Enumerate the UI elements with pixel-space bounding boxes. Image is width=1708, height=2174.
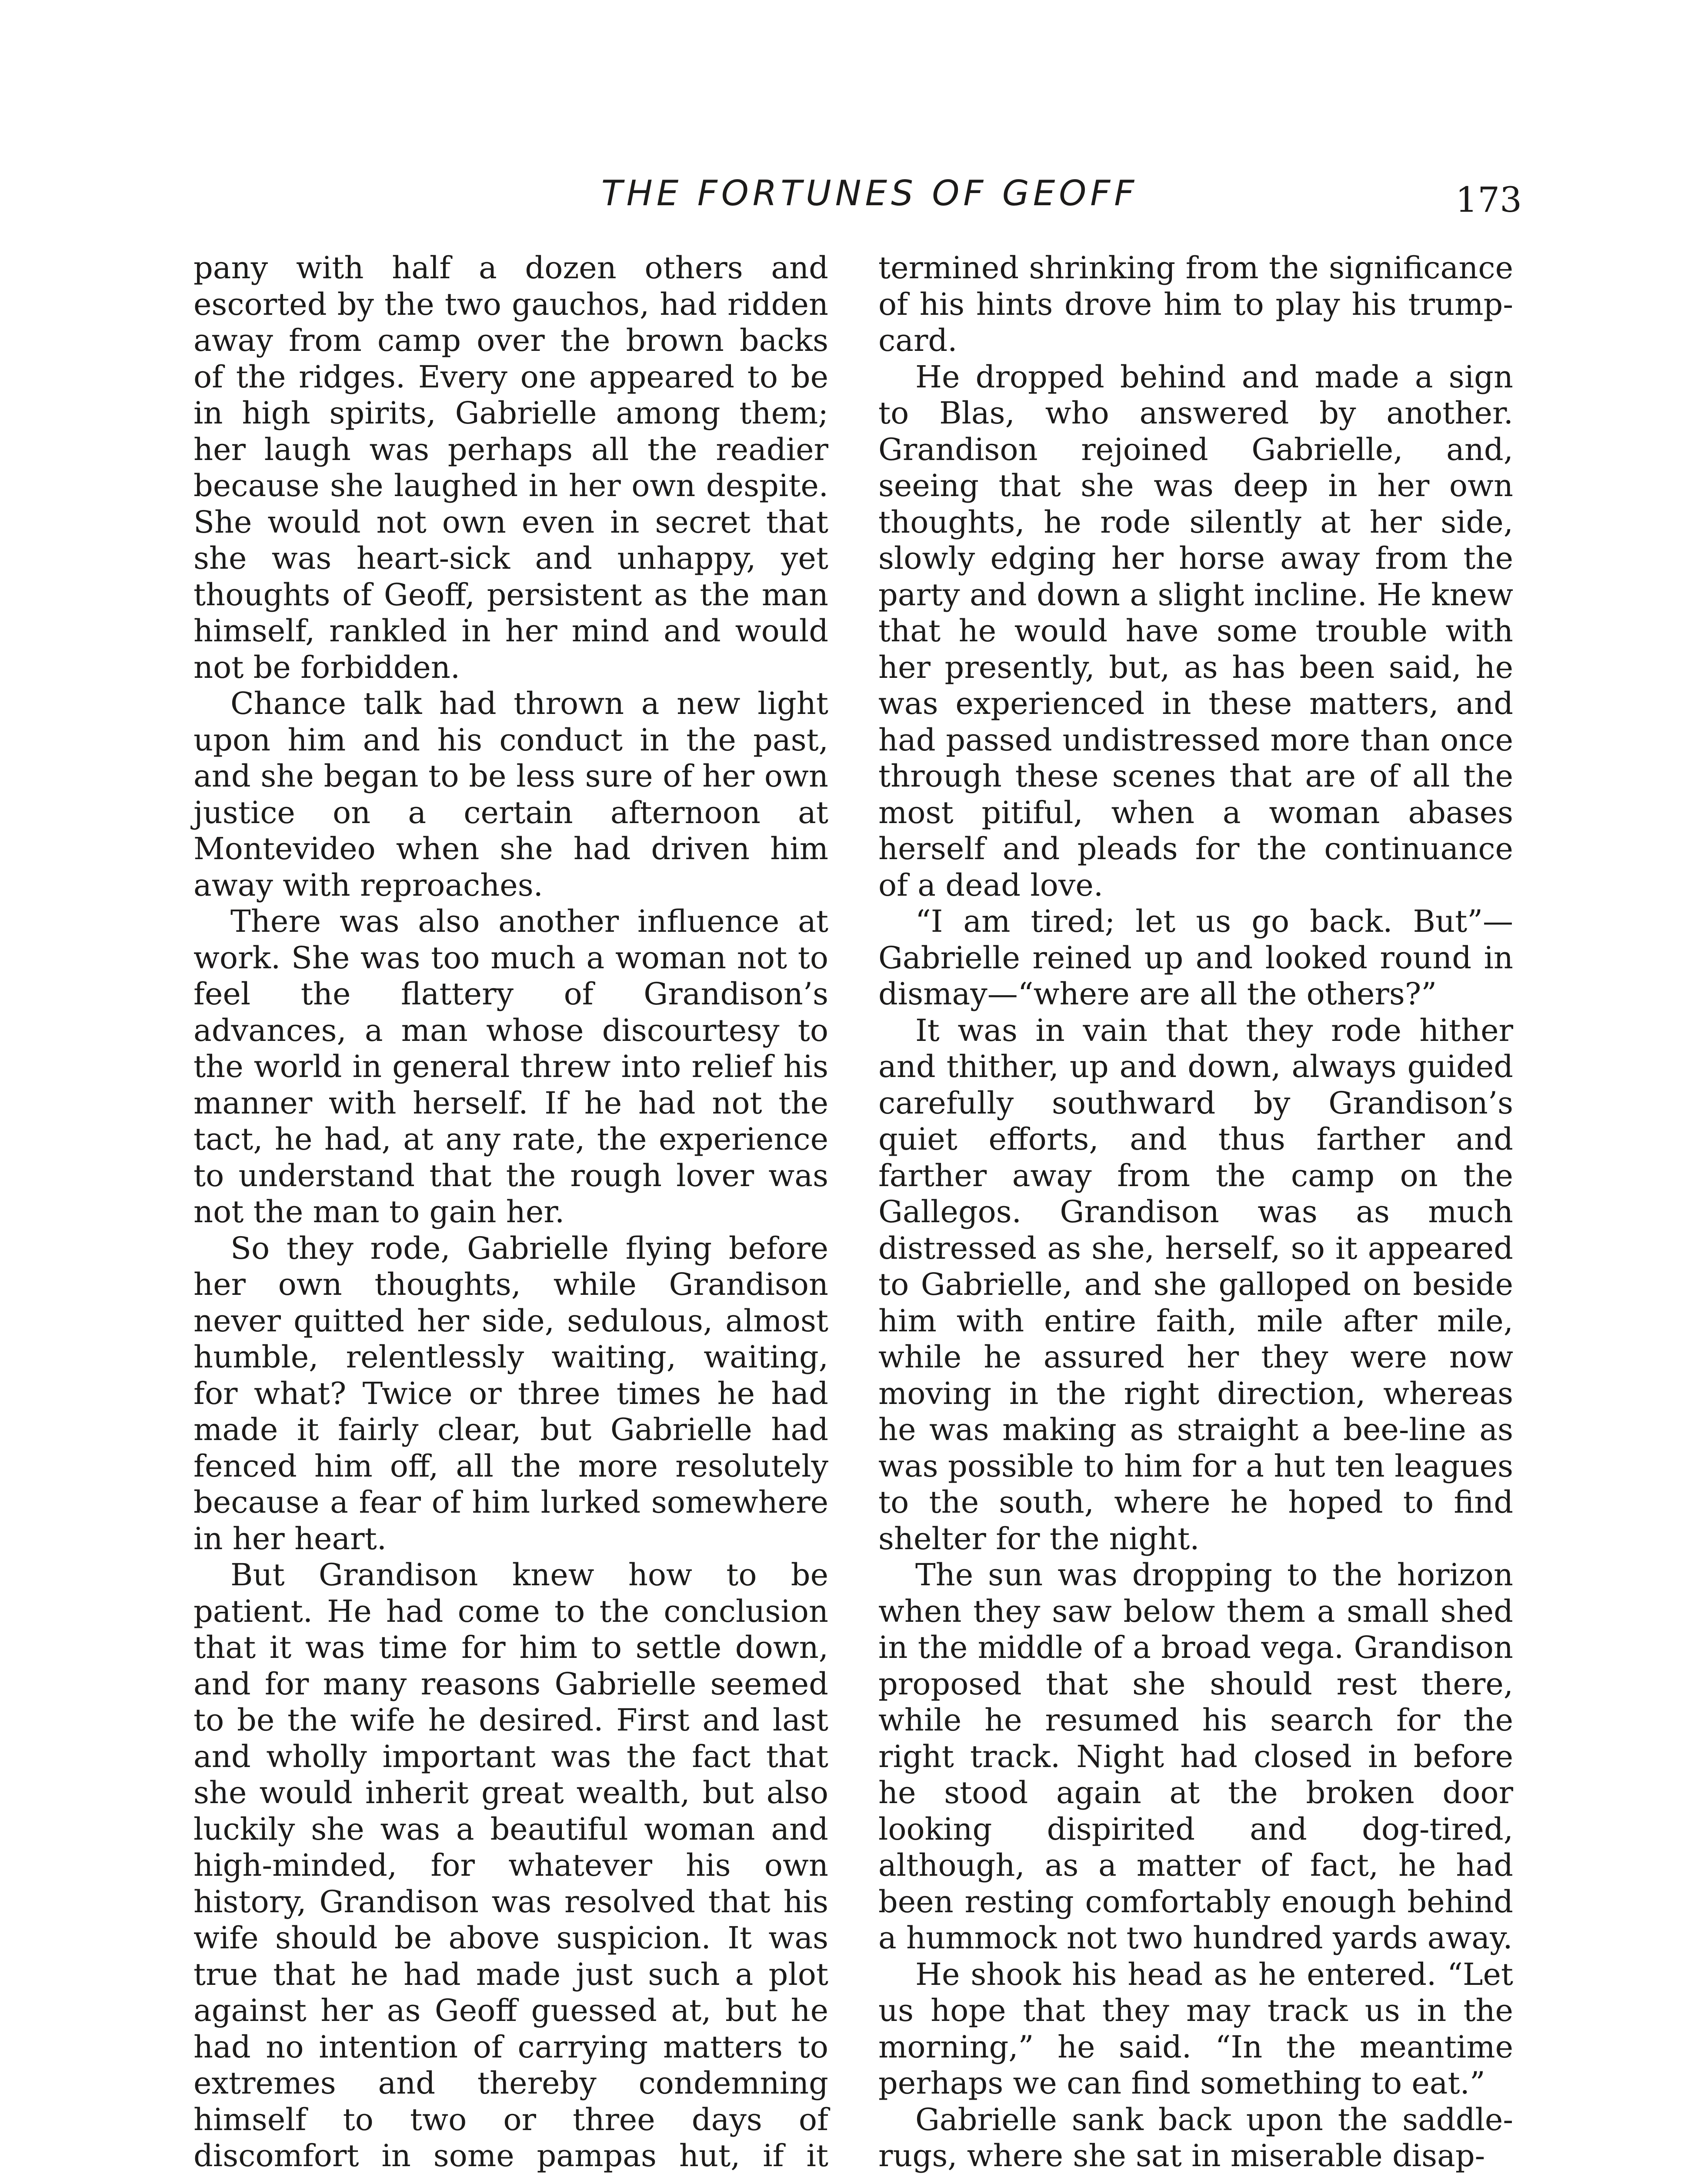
paragraph: But Grandison knew how to be patient. He had come to the conclusion that it was time for him to settle down, and for many reasons Gabrielle seemed to be the wife he desired. First and last and wholly important was the fact that she would inherit great wealth, but also luckily she was a beautiful woman and high-minded, for whatever his own history, Grandison was resolved that his wife should be above suspicion. It was true that he had made just such a plot against her as Geoff guessed at, but he had no intention of carrying matters to extremes and thereby condemning himself to two or three days of discomfort in some pampas hut, if it [193, 1557, 828, 2174]
paragraph: So they rode, Gabrielle flying before her own thoughts, while Grandison never quitted her side, sedulous, almost humble, relentlessly waiting, waiting, for what? Twice or three times he had made it fairly clear, but Gabrielle had fenced him off, all the more resolutely because a fear of him lurked somewhere in her heart. [193, 1230, 828, 1557]
paragraph: termined shrinking from the significance of his hints drove him to play his trump-card. [878, 250, 1513, 358]
paragraph: There was also another influence at work. She was too much a woman not to feel the flattery of Grandison’s advances, a man whose discourtesy to the world in general threw into relief his manner with herself. If he had not the tact, he had, at any rate, the experience to understand that the rough lover was not the man to gain her. [193, 904, 828, 1230]
paragraph: Gabrielle sank back upon the saddle-rugs, where she sat in miserable disap- [878, 2101, 1513, 2174]
paragraph: He dropped behind and made a sign to Blas, who answered by another. Grandison rejoined Gabrielle, and, seeing that she was deep in her own thoughts, he rode silently at her side, slowly edging her horse away from the party and down a slight incline. He knew that he would have some trouble with her presently, but, as has been said, he was experienced in these matters, and had passed undistressed more than once through these scenes that are of all the most pitiful, when a woman abases herself and pleads for the continuance of a dead love. [878, 359, 1513, 903]
left-column [193, 250, 828, 2174]
page-number: 173 [1455, 180, 1522, 220]
paragraph: The sun was dropping to the horizon when they saw below them a small shed in the middle of a broad vega. Grandison proposed that she should rest there, while he resumed his search for the right track. Night had closed in before he stood again at the broken door looking dispirited and dog-tired, although, as a matter of fact, he had been resting comfortably enough behind a hummock not two hundred yards away. [878, 1557, 1513, 1956]
running-title: THE FORTUNES OF GEOFF [601, 173, 1138, 213]
paragraph: pany with half a dozen others and escorted by the two gauchos, had ridden away from camp over the brown backs of the ridges. Every one appeared to be in high spirits, Gabrielle among them; her laugh was perhaps all the readier because she laughed in her own despite. She would not own even in secret that she was heart-sick and unhappy, yet thoughts of Geoff, persistent as the man himself, rankled in her mind and would not be forbidden. [193, 250, 828, 685]
paragraph: Chance talk had thrown a new light upon him and his conduct in the past, and she began to be less sure of her own justice on a certain afternoon at Montevideo when she had driven him away with reproaches. [193, 686, 828, 903]
running-head [0, 170, 1708, 222]
right-column [878, 250, 1513, 2174]
paragraph: He shook his head as he entered. “Let us hope that they may track us in the morning,” he said. “In the meantime perhaps we can find something to eat.” [878, 1956, 1513, 2101]
paragraph: “I am tired; let us go back. But”—Gabrielle reined up and looked round in dismay—“where are all the others?” [878, 904, 1513, 1012]
paragraph: It was in vain that they rode hither and thither, up and down, always guided carefully southward by Grandison’s quiet efforts, and thus farther and farther away from the camp on the Gallegos. Grandison was as much distressed as she, herself, so it appeared to Gabrielle, and she galloped on beside him with entire faith, mile after mile, while he assured her they were now moving in the right direction, whereas he was making as straight a bee-line as was possible to him for a hut ten leagues to the south, where he hoped to find shelter for the night. [878, 1012, 1513, 1557]
